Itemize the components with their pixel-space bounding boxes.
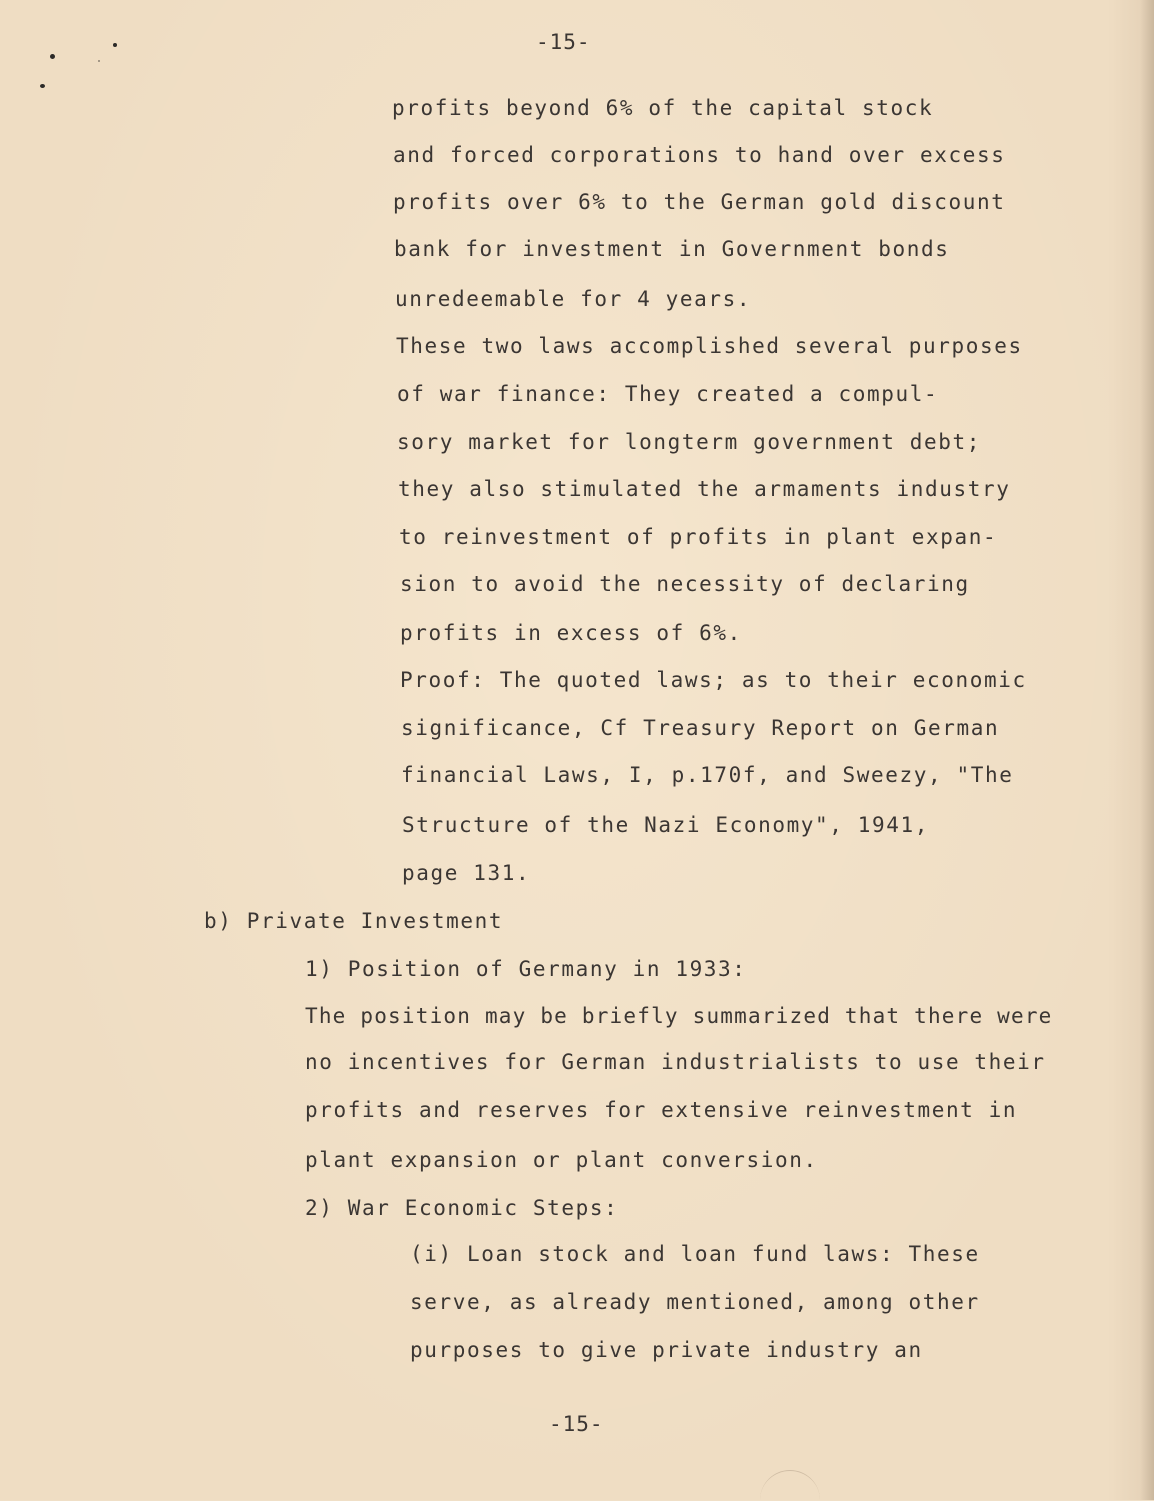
text-line: profits over 6% to the German gold discount [393, 190, 1006, 214]
text-line: (i) Loan stock and loan fund laws: These [410, 1242, 980, 1266]
text-line: profits in excess of 6%. [400, 621, 742, 645]
ink-speck [98, 60, 100, 62]
subsection-heading: 2) War Economic Steps: [305, 1196, 619, 1220]
page-number-top: -15- [536, 30, 591, 54]
page-edge-shadow [1140, 0, 1154, 1500]
text-line: purposes to give private industry an [410, 1338, 923, 1362]
text-line: significance, Cf Treasury Report on German [401, 716, 1000, 740]
text-line: to reinvestment of profits in plant expan- [399, 525, 998, 549]
text-line: of war finance: They created a compul- [397, 382, 939, 406]
text-line: Proof: The quoted laws; as to their economic [400, 668, 1027, 692]
text-line: sion to avoid the necessity of declaring [400, 572, 970, 596]
text-line: plant expansion or plant conversion. [305, 1148, 818, 1172]
text-line: These two laws accomplished several purposes [396, 334, 1023, 358]
page-number-bottom: -15- [549, 1412, 604, 1436]
text-line: Structure of the Nazi Economy", 1941, [402, 813, 929, 837]
section-heading: b) Private Investment [204, 909, 504, 933]
ink-speck [50, 54, 55, 59]
text-line: and forced corporations to hand over excess [393, 143, 1006, 167]
text-line: profits beyond 6% of the capital stock [392, 96, 934, 120]
paper-crease [760, 1470, 820, 1501]
text-line: they also stimulated the armaments industry [398, 477, 1011, 501]
text-line: bank for investment in Government bonds [394, 237, 950, 261]
text-line: profits and reserves for extensive reinvestment in [305, 1098, 1018, 1122]
text-line: financial Laws, I, p.170f, and Sweezy, "The [401, 763, 1014, 787]
text-line: page 131. [402, 861, 531, 885]
text-line: no incentives for German industrialists to use their [305, 1050, 1046, 1074]
text-line: The position may be briefly summarized that there were [305, 1004, 1053, 1028]
ink-speck [113, 43, 117, 47]
text-line: serve, as already mentioned, among other [410, 1290, 980, 1314]
subsection-heading: 1) Position of Germany in 1933: [305, 957, 747, 981]
text-line: sory market for longterm government debt; [397, 430, 981, 454]
ink-speck [40, 84, 45, 88]
text-line: unredeemable for 4 years. [395, 287, 752, 311]
